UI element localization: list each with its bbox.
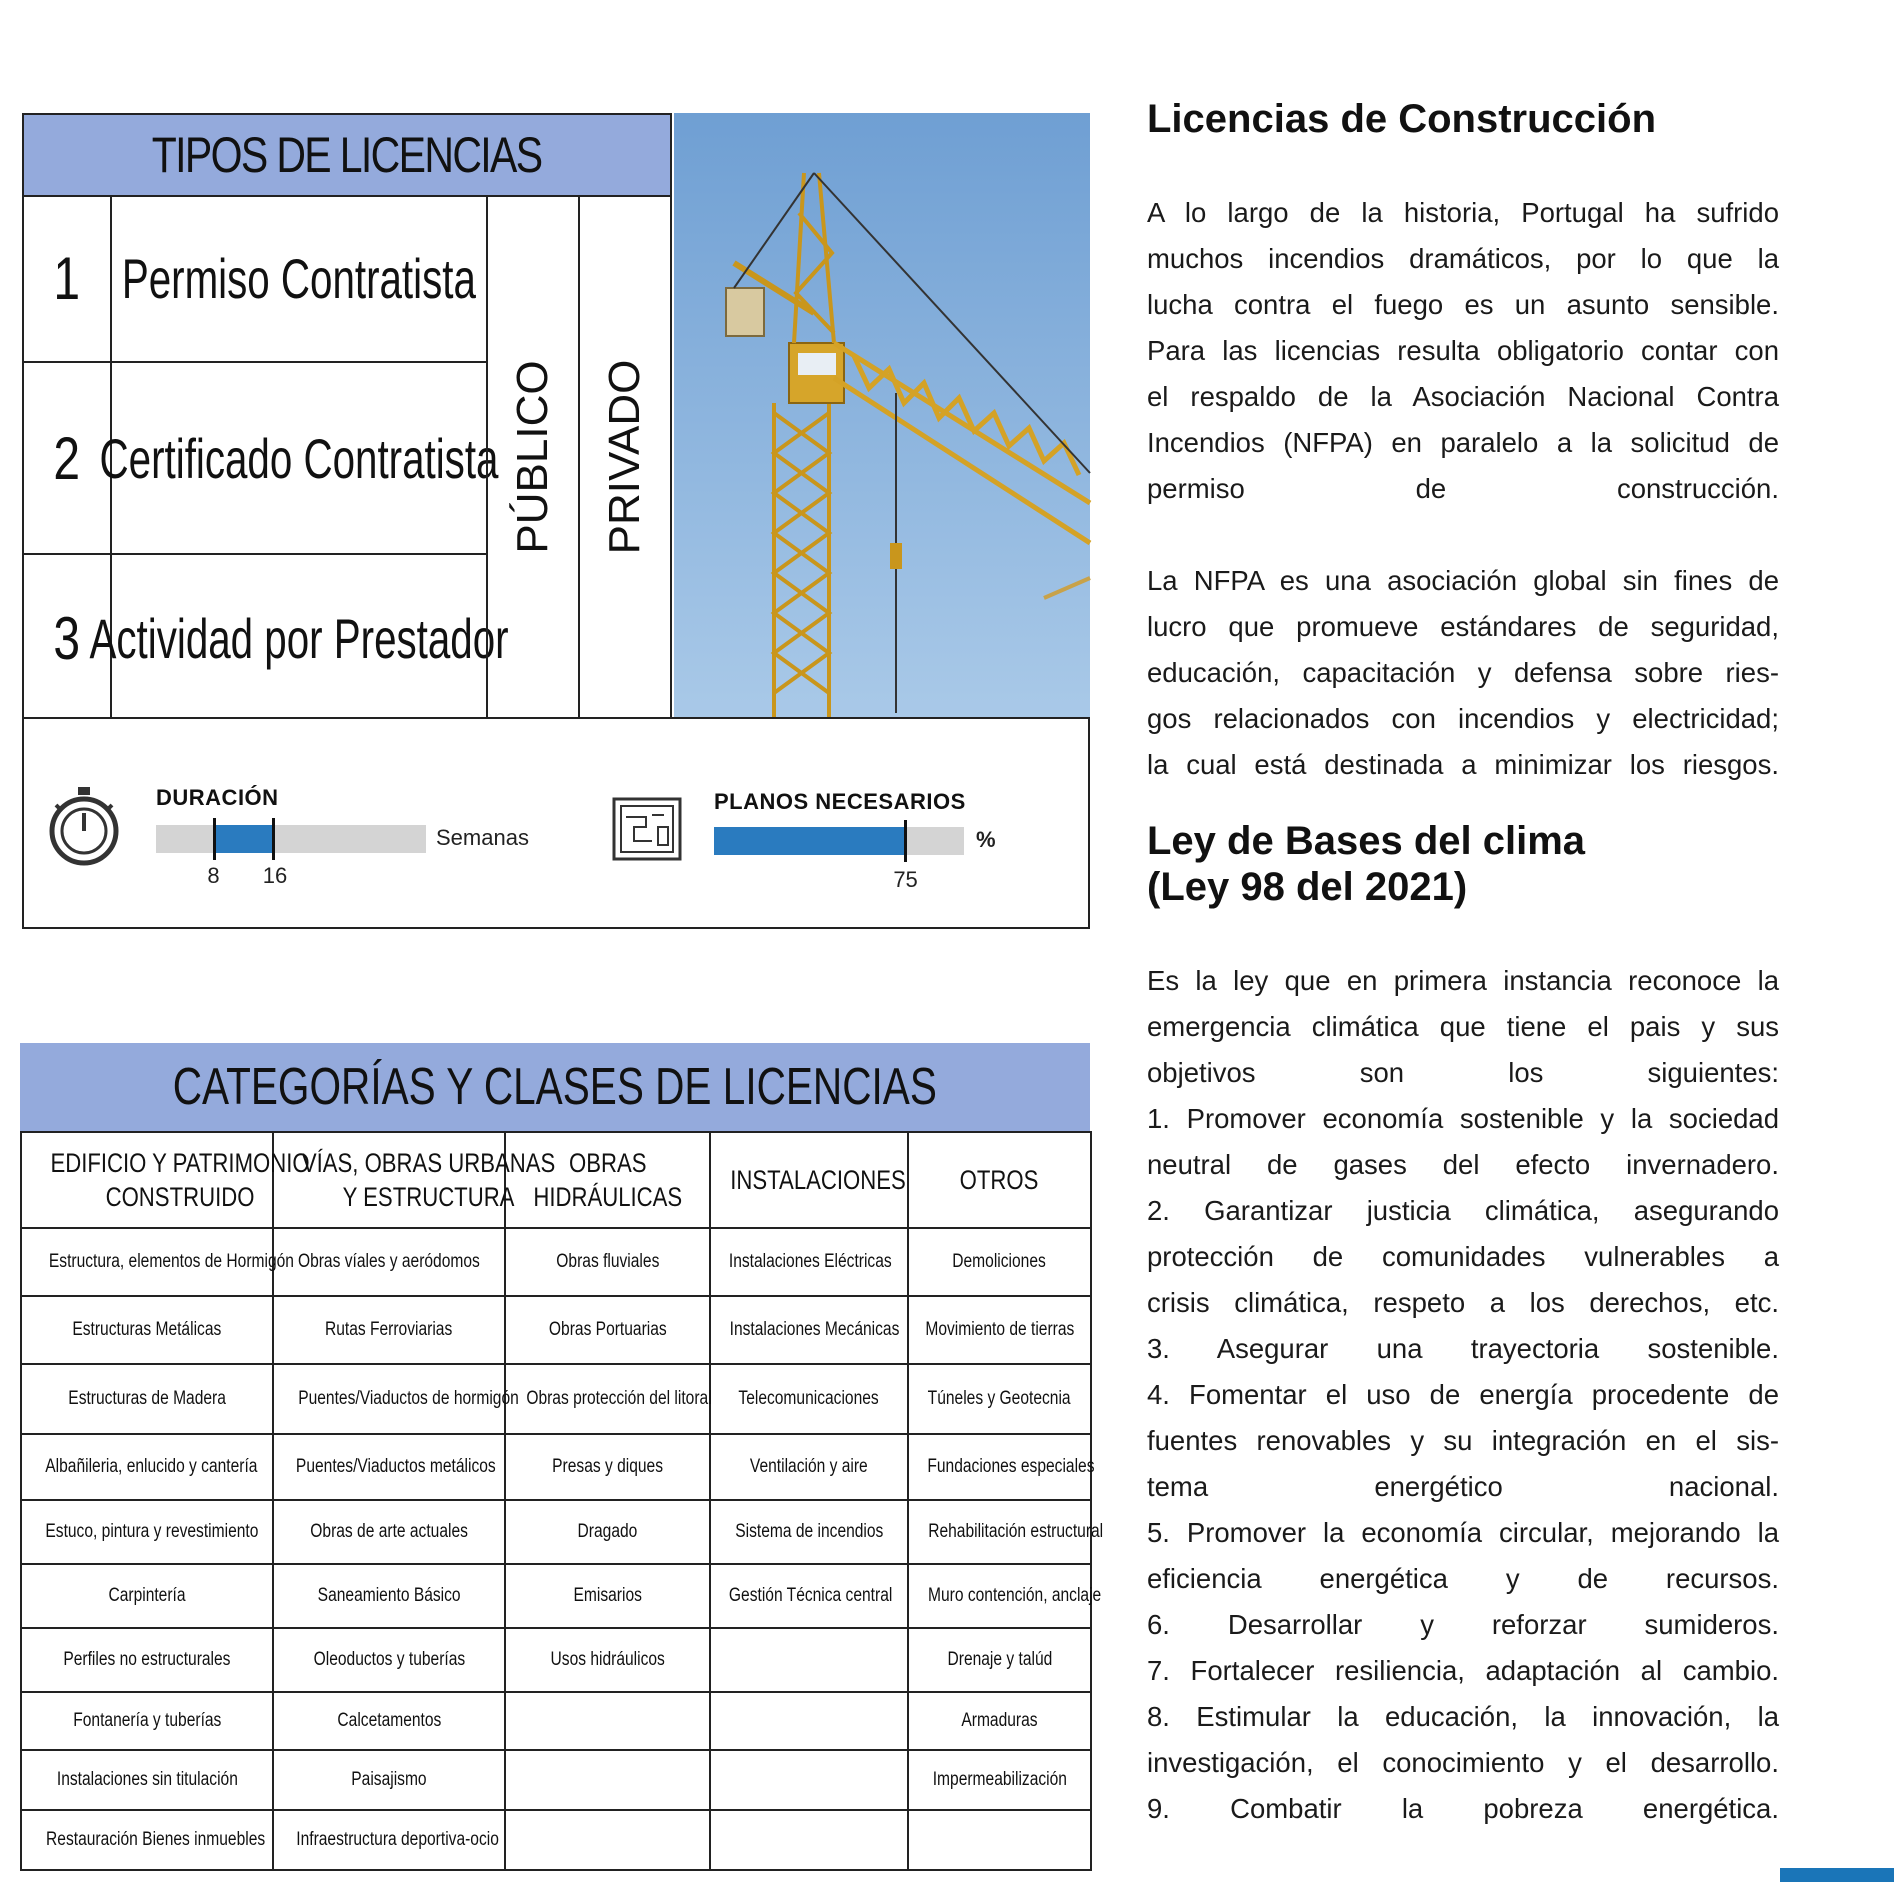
categorias-cell: Rutas Ferroviarias: [273, 1296, 505, 1364]
header-hidraulicas: OBRAS HIDRÁULICAS: [505, 1132, 710, 1228]
text-line: 4. Fomentar el uso de energía procedente de: [1147, 1379, 1779, 1410]
categorias-row: [21, 1564, 1091, 1628]
text-line: educación, capacitación y defensa sobre ries-: [1147, 657, 1779, 688]
blueprint-icon: [612, 797, 682, 861]
categorias-cell: Muro contención, anclaje: [908, 1564, 1091, 1628]
text-line: 6. Desarrollar y reforzar sumideros.: [1147, 1609, 1779, 1640]
categorias-title: CATEGORÍAS Y CLASES DE LICENCIAS: [20, 1043, 1090, 1131]
categorias-table-panel: [20, 1043, 1104, 1871]
text-line: objetivos son los siguientes:: [1147, 1057, 1779, 1088]
planos-value-tick: [904, 820, 907, 862]
text-line: investigación, el conocimiento y el desarrollo.: [1147, 1747, 1779, 1778]
categorias-cell: Sistema de incendios: [710, 1500, 908, 1564]
categorias-cell: Dragado: [505, 1500, 710, 1564]
categorias-cell: Estructuras Metálicas: [21, 1296, 273, 1364]
categorias-cell: Fundaciones especiales: [908, 1434, 1091, 1500]
privado-column: [578, 195, 670, 719]
licencia-row: [24, 555, 509, 721]
categorias-cell: [505, 1750, 710, 1810]
licencia-row: [24, 363, 499, 555]
publico-label: PÚBLICO: [508, 360, 557, 554]
crane-photo: [674, 113, 1090, 717]
categorias-row: [21, 1364, 1091, 1434]
text-line: eficiencia energética y de recursos.: [1147, 1563, 1779, 1594]
text-line: lucha contra el fuego es un asunto sensible.: [1147, 289, 1779, 320]
categorias-cell: Demoliciones: [908, 1228, 1091, 1296]
licencia-number: 3: [24, 555, 112, 721]
text-line: lucro que promueve estándares de seguridad,: [1147, 611, 1779, 642]
text-line: crisis climática, respeto a los derechos, etc.: [1147, 1287, 1779, 1318]
text-line: la cual está destinada a minimizar los riesgos.: [1147, 749, 1779, 780]
categorias-cell: Gestión Técnica central: [710, 1564, 908, 1628]
header-edificio: EDIFICIO Y PATRIMONIO CONSTRUIDO: [21, 1132, 273, 1228]
categorias-cell: Telecomunicaciones: [710, 1364, 908, 1434]
text-line: neutral de gases del efecto invernadero.: [1147, 1149, 1779, 1180]
categorias-cell: Movimiento de tierras: [908, 1296, 1091, 1364]
categorias-cell: Armaduras: [908, 1692, 1091, 1750]
text-line: 2. Garantizar justicia climática, asegurando: [1147, 1195, 1779, 1226]
categorias-cell: Obras fluviales: [505, 1228, 710, 1296]
categorias-cell: Usos hidráulicos: [505, 1628, 710, 1692]
stopwatch-icon: [48, 785, 120, 867]
publico-column: [486, 195, 578, 719]
categorias-cell: Emisarios: [505, 1564, 710, 1628]
categorias-cell: Oleoductos y tuberías: [273, 1628, 505, 1692]
categorias-row: [21, 1692, 1091, 1750]
categorias-row: [21, 1628, 1091, 1692]
text-line: 3. Asegurar una trayectoria sostenible.: [1147, 1333, 1779, 1364]
categorias-cell: Fontanería y tuberías: [21, 1692, 273, 1750]
categorias-cell: Estuco, pintura y revestimiento: [21, 1500, 273, 1564]
planos-bar-fill: [714, 827, 905, 855]
header-vias: VÍAS, OBRAS URBANAS Y ESTRUCTURA: [273, 1132, 505, 1228]
categorias-cell: Impermeabilización: [908, 1750, 1091, 1810]
categorias-cell: Obras víales y aeródomos: [273, 1228, 505, 1296]
categorias-row: [21, 1228, 1091, 1296]
categorias-cell: Presas y diques: [505, 1434, 710, 1500]
categorias-cell: Drenaje y talúd: [908, 1628, 1091, 1692]
duracion-bar-track: [156, 825, 426, 853]
categorias-cell: Instalaciones Eléctricas: [710, 1228, 908, 1296]
text-line: La NFPA es una asociación global sin fines de: [1147, 565, 1779, 596]
categorias-row: [21, 1296, 1091, 1364]
categorias-table: [20, 1131, 1104, 1871]
categorias-cell: Puentes/Viaductos metálicos: [273, 1434, 505, 1500]
categorias-cell: Estructuras de Madera: [21, 1364, 273, 1434]
categorias-cell: Saneamiento Básico: [273, 1564, 505, 1628]
categorias-cell: Obras protección del litoral: [505, 1364, 710, 1434]
licencia-label: Permiso Contratista: [121, 246, 477, 310]
categorias-cell: [710, 1750, 908, 1810]
categorias-cell: Restauración Bienes inmuebles: [21, 1810, 273, 1870]
categorias-cell: Obras de arte actuales: [273, 1500, 505, 1564]
categorias-row: [21, 1434, 1091, 1500]
licencias-construccion-title: Licencias de Construcción: [1147, 97, 1657, 141]
text-line: 7. Fortalecer resiliencia, adaptación al cambio.: [1147, 1655, 1779, 1686]
text-line: muchos incendios dramáticos, por lo que la: [1147, 243, 1779, 274]
text-line: Para las licencias resulta obligatorio contar con: [1147, 335, 1779, 366]
categorias-cell: Obras Portuarias: [505, 1296, 710, 1364]
categorias-row: [21, 1750, 1091, 1810]
text-line: 1. Promover economía sostenible y la sociedad: [1147, 1103, 1779, 1134]
text-line: el respaldo de la Asociación Nacional Contra: [1147, 381, 1779, 412]
planos-label: PLANOS NECESARIOS: [714, 789, 966, 814]
categorias-cell: Túneles y Geotecnia: [908, 1364, 1091, 1434]
categorias-cell: Albañileria, enlucido y cantería: [21, 1434, 273, 1500]
text-line: tema energético nacional.: [1147, 1471, 1779, 1502]
tipos-licencias-panel: [22, 113, 672, 719]
licencia-number: 1: [24, 195, 112, 361]
categorias-cell: Perfiles no estructurales: [21, 1628, 273, 1692]
ley-clima-paragraph: [1147, 958, 1779, 1832]
duracion-max-value: 16: [262, 863, 288, 888]
right-text-column: [1147, 96, 1779, 1832]
text-line: permiso de construcción.: [1147, 473, 1779, 504]
corner-accent: [1780, 1868, 1894, 1882]
planos-value: 75: [893, 867, 918, 892]
categorias-cell: [710, 1692, 908, 1750]
duracion-bar-fill: [214, 825, 272, 853]
categorias-cell: Carpintería: [21, 1564, 273, 1628]
categorias-cell: [710, 1628, 908, 1692]
planos-unit: %: [976, 827, 996, 852]
ley-clima-title: Ley de Bases del clima (Ley 98 del 2021): [1147, 819, 1586, 909]
text-line: emergencia climática que tiene el pais y sus: [1147, 1011, 1779, 1042]
text-line: 5. Promover la economía circular, mejorando la: [1147, 1517, 1779, 1548]
licencia-label: Certificado Contratista: [99, 426, 499, 490]
text-line: fuentes renovables y su integración en el sis-: [1147, 1425, 1779, 1456]
categorias-cell: [505, 1692, 710, 1750]
categorias-cell: Rehabilitación estructural: [908, 1500, 1091, 1564]
licencia-label: Actividad por Prestador: [89, 606, 509, 670]
categorias-cell: Ventilación y aire: [710, 1434, 908, 1500]
nfpa-paragraph: [1147, 558, 1779, 788]
categorias-header-row: [21, 1132, 1091, 1228]
text-line: 8. Estimular la educación, la innovación, la: [1147, 1701, 1779, 1732]
categorias-cell: [505, 1810, 710, 1870]
categorias-row: [21, 1500, 1091, 1564]
text-line: protección de comunidades vulnerables a: [1147, 1241, 1779, 1272]
categorias-cell: Calcetamentos: [273, 1692, 505, 1750]
text-line: gos relacionados con incendios y electricidad;: [1147, 703, 1779, 734]
categorias-cell: [908, 1810, 1091, 1870]
duracion-max-tick: [272, 818, 275, 860]
categorias-cell: Instalaciones sin titulación: [21, 1750, 273, 1810]
tipos-licencias-title: TIPOS DE LICENCIAS: [24, 115, 670, 197]
categorias-row: [21, 1810, 1091, 1870]
duracion-min-value: 8: [207, 863, 220, 888]
categorias-cell: Estructura, elementos de Hormigón: [21, 1228, 273, 1296]
text-line: Incendios (NFPA) en paralelo a la solicitud de: [1147, 427, 1779, 458]
crane-illustration: [674, 113, 1090, 717]
categorias-cell: Paisajismo: [273, 1750, 505, 1810]
licencia-row: [24, 195, 486, 363]
header-otros: OTROS: [908, 1132, 1091, 1228]
duracion-label: DURACIÓN: [156, 785, 279, 810]
text-line: Es la ley que en primera instancia reconoce la: [1147, 965, 1779, 996]
header-instalaciones: INSTALACIONES: [710, 1132, 908, 1228]
categorias-cell: Infraestructura deportiva-ocio: [273, 1810, 505, 1870]
privado-label: PRIVADO: [600, 359, 649, 555]
categorias-cell: Puentes/Viaductos de hormigón: [273, 1364, 505, 1434]
categorias-cell: Instalaciones Mecánicas: [710, 1296, 908, 1364]
duracion-planos-panel: [22, 717, 1090, 929]
licencia-number: 2: [24, 363, 112, 553]
licencias-paragraph: [1147, 190, 1779, 512]
text-line: 9. Combatir la pobreza energética.: [1147, 1793, 1779, 1824]
duracion-unit: Semanas: [436, 825, 529, 850]
text-line: A lo largo de la historia, Portugal ha sufrido: [1147, 197, 1779, 228]
categorias-cell: [710, 1810, 908, 1870]
duracion-min-tick: [213, 818, 216, 860]
